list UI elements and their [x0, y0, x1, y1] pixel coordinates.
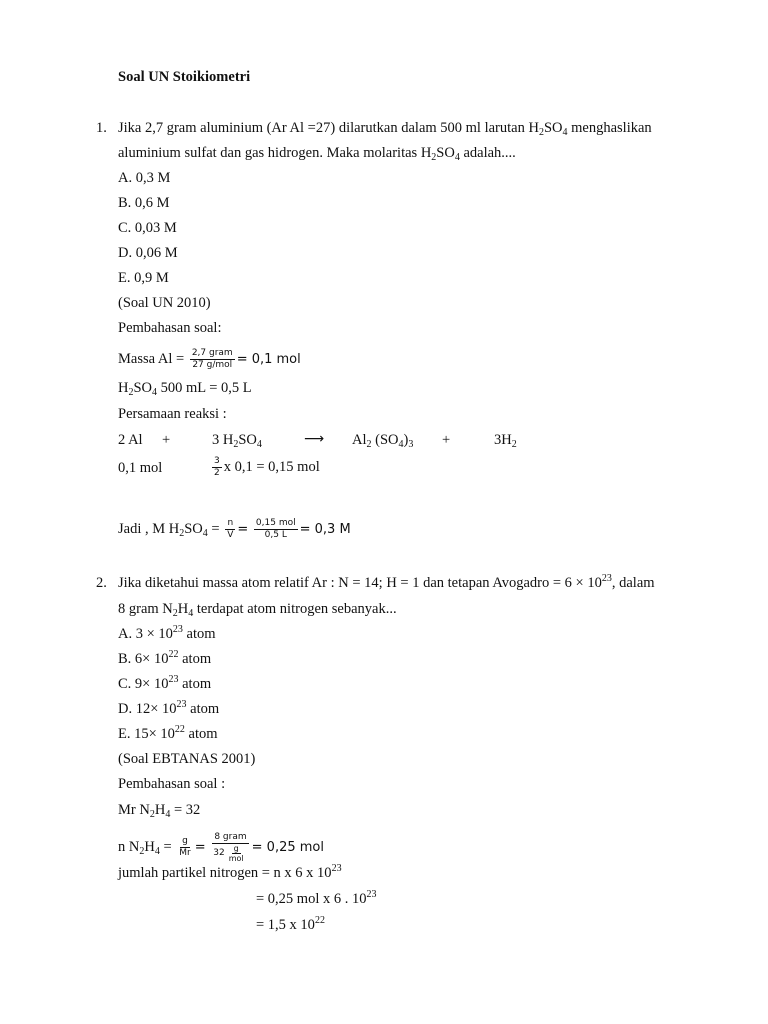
mol-h2so4-value: $\frac{3}{2}$ x 0,1 = 0,15 mol [214, 456, 320, 478]
jumlah-partikel-line: jumlah partikel nitrogen = n x 6 x $10^{23}$ [118, 863, 342, 881]
question-1-option-c: C. 0,03 M [118, 220, 177, 236]
question-2-text-line-1: Jika diketahui massa atom relatif Ar : N = 14; H = 1 dan tetapan Avogadro = $6 \times 10^{23}$, dalam [118, 573, 655, 591]
product-al2so43: $Al_2$ $(SO_4)_3$ [352, 432, 414, 450]
question-1-text-line-2: aluminium sulfat dan gas hidrogen. Maka molaritas $H_2SO_4$ adalah.... [118, 145, 516, 163]
question-1-pembahasan: Pembahasan soal: [118, 320, 222, 336]
volume-line: $H_2SO_4$ 500 mL = 0,5 L [118, 380, 252, 398]
question-2-option-d: D. $12\times 10^{23}$ atom [118, 699, 220, 717]
question-2-pembahasan: Pembahasan soal : [118, 776, 226, 792]
massa-al-line: Massa Al = $\frac{\text{2,7 gram}}{\text{27 g/mol}}$ = 0,1 mol [118, 348, 301, 370]
question-1-option-a: A. 0,3 M [118, 170, 171, 186]
plus-sign-1: + [162, 432, 171, 448]
calc-step-2: = 0,25 mol x 6 . $10^{23}$ [256, 889, 377, 907]
mr-n2h4-line: Mr $N_2H_4 = 32$ [118, 802, 201, 820]
question-2-source: (Soal EBTANAS 2001) [118, 751, 256, 767]
question-2-option-c: C. $9\times 10^{23}$ atom [118, 674, 212, 692]
question-1-text-line-1: Jika 2,7 gram aluminium (Ar Al =27) dilarutkan dalam 500 ml larutan $H_2SO_4$ menghaslikan [118, 120, 652, 138]
question-2-text-line-2: 8 gram $N_2H_4$ terdapat atom nitrogen sebanyak... [118, 601, 397, 619]
question-1-option-b: B. 0,6 M [118, 195, 170, 211]
question-2-option-e: E. $15\times 10^{22}$ atom [118, 724, 218, 742]
mol-al-value: 0,1 mol [118, 460, 163, 476]
persamaan-label: Persamaan reaksi : [118, 406, 227, 422]
question-1-option-e: E. 0,9 M [118, 270, 169, 286]
question-2-option-a: A. $3 \times 10^{23}$ atom [118, 624, 216, 642]
question-2-option-b: B. $6\times 10^{22}$ atom [118, 649, 212, 667]
plus-sign-2: + [442, 432, 451, 448]
reactant-al: 2 Al [118, 432, 143, 448]
question-1-source: (Soal UN 2010) [118, 295, 211, 311]
question-1-option-d: D. 0,06 M [118, 245, 178, 261]
question-2-number: 2. [96, 575, 107, 591]
reactant-h2so4: 3 $H_2SO_4$ [212, 432, 262, 450]
calc-step-3: = 1,5 x $10^{22}$ [256, 915, 325, 933]
mol-n2h4-line: n $N_2H_4$ = $\frac{g}{Mr}$ = 8 gram 32 $\frac{g}{\text{mol}}$ = 0,25 mol [118, 832, 324, 863]
page-title: Soal UN Stoikiometri [118, 69, 251, 85]
product-h2: $3H_2$ [494, 432, 517, 450]
molarity-result-line: Jadi , M $H_2SO_4$ = $\frac{n}{V}$ = $\frac{\text{0,15 mol}}{0,5 L}$ = 0,3 M [118, 518, 351, 540]
arrow-icon: ⟶ [304, 431, 325, 447]
question-1-number: 1. [96, 120, 107, 136]
